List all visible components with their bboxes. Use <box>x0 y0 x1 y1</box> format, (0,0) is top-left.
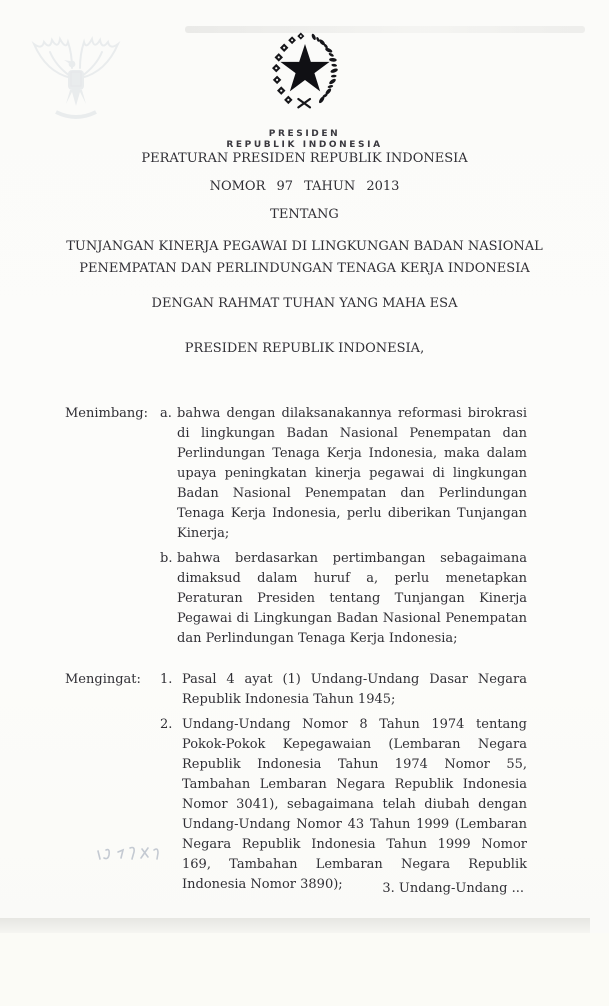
authority-line: PRESIDEN REPUBLIK INDONESIA, <box>184 341 425 356</box>
item-text: bahwa dengan dilaksanakannya reformasi birokrasi di lingkungan Badan Nasional Penempatan dan Perlindungan Tenaga Kerja Indonesia, maka dalam upaya peningkatan kinerja pegawai di lingkungan Badan Nasional Penempatan dan Perlindungan Tenaga Kerja Indonesia, perlu diberikan Tunjangan Kinerja; <box>177 406 527 541</box>
regulation-title: PERATURAN PRESIDEN REPUBLIK INDONESIA <box>141 151 468 166</box>
item-text: bahwa berdasarkan pertimbangan sebagaimana dimaksud dalam huruf a, perlu menetapkan Peraturan Presiden tentang Tunjangan Kinerja Pegawai di Lingkungan Badan Nasional Penempatan dan Perlindungan Tenaga Kerja Indonesia; <box>177 551 527 646</box>
menimbang-item-a <box>160 404 527 544</box>
document-heading <box>0 152 609 280</box>
regulation-number: NOMOR 97 TAHUN 2013 <box>209 179 400 194</box>
document-body <box>65 404 527 895</box>
invocation-line: DENGAN RAHMAT TUHAN YANG MAHA ESA <box>151 296 458 311</box>
mengingat-label: Mengingat: <box>65 672 141 687</box>
menimbang-section <box>65 404 527 649</box>
item-marker: b. <box>160 551 173 566</box>
item-marker: 2. <box>160 717 173 732</box>
mengingat-item-2 <box>160 715 527 895</box>
item-text: Pasal 4 ayat (1) Undang-Undang Dasar Negara Republik Indonesia Tahun 1945; <box>182 672 527 707</box>
seal-block <box>0 24 609 151</box>
scan-paper-edge <box>0 933 609 1006</box>
faint-stamp-icon <box>92 843 166 865</box>
seal-caption-line2: REPUBLIK INDONESIA <box>226 140 383 150</box>
mengingat-item-1 <box>160 670 527 710</box>
catchword-line: 3. Undang-Undang ... <box>382 881 524 896</box>
menimbang-label: Menimbang: <box>65 406 149 421</box>
tentang-label: TENTANG <box>270 207 339 222</box>
item-text: Undang-Undang Nomor 8 Tahun 1974 tentang Pokok-Pokok Kepegawaian (Lembaran Negara Republik Indonesia Tahun 1974 Nomor 55, Tambahan Lembaran Negara Republik Indonesia Nomor 3041), sebagaimana telah diubah dengan Undang-Undang Nomor 43 Tahun 1999 (Lembaran Negara Republik Indonesia Tahun 1999 Nomor 169, Tambahan Lembaran Negara Republik Indonesia Nomor 3890); <box>182 717 527 892</box>
item-marker: 1. <box>160 672 173 687</box>
regulation-subject: TUNJANGAN KINERJA PEGAWAI DI LINGKUNGAN BADAN NASIONAL PENEMPATAN DAN PERLINDUNGAN TENAGA KERJA INDONESIA <box>66 239 543 276</box>
menimbang-item-b <box>160 549 527 649</box>
presidential-seal-icon <box>255 24 355 124</box>
item-marker: a. <box>160 406 172 421</box>
seal-caption-line1: PRESIDEN <box>268 129 341 139</box>
scan-band-bottom <box>0 918 590 933</box>
